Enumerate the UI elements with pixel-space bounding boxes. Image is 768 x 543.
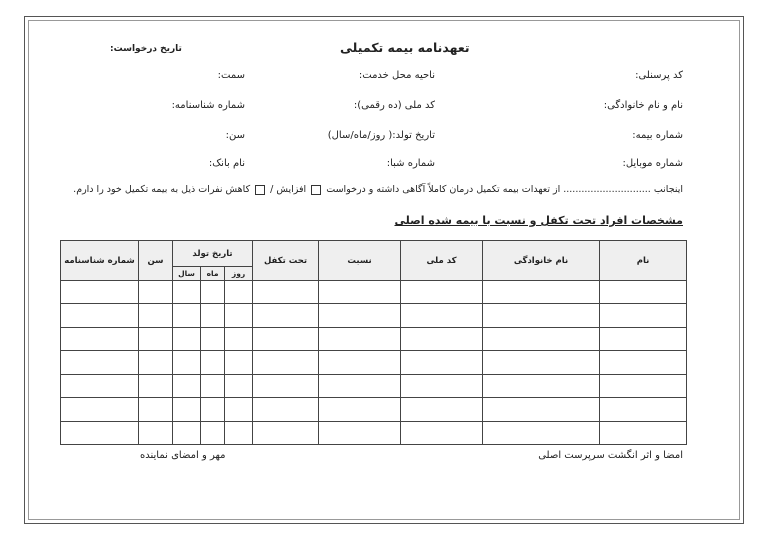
table-cell[interactable] xyxy=(225,351,253,374)
decrease-checkbox[interactable] xyxy=(255,185,265,195)
header-first-name: نام xyxy=(600,241,687,281)
table-cell[interactable] xyxy=(61,351,139,374)
table-cell[interactable] xyxy=(225,327,253,350)
table-cell[interactable] xyxy=(600,304,687,327)
table-cell[interactable] xyxy=(253,281,319,304)
table-cell[interactable] xyxy=(61,421,139,444)
birth-date-label: تاریخ تولد:( روز/ماه/سال) xyxy=(327,130,435,141)
request-date-label: تاریخ درخواست: xyxy=(110,44,182,54)
dependents-table xyxy=(60,240,687,445)
table-cell[interactable] xyxy=(139,351,173,374)
table-row xyxy=(61,304,687,327)
section-heading: مشخصات افراد تحت تکفل و نسبت با بیمه شده اصلی xyxy=(394,214,683,227)
decrease-option-label: کاهش نفرات ذیل به بیمه تکمیل خود را دارم. xyxy=(73,184,251,195)
table-cell[interactable] xyxy=(253,351,319,374)
table-body xyxy=(61,281,687,445)
position-label: سمت: xyxy=(217,70,245,81)
table-row xyxy=(61,398,687,421)
age-label: سن: xyxy=(225,130,245,141)
table-cell[interactable] xyxy=(201,351,225,374)
table-cell[interactable] xyxy=(173,398,201,421)
table-cell[interactable] xyxy=(173,421,201,444)
table-cell[interactable] xyxy=(139,281,173,304)
representative-signature-label: مهر و امضای نماینده xyxy=(140,450,226,461)
table-cell[interactable] xyxy=(225,398,253,421)
table-cell[interactable] xyxy=(173,374,201,397)
table-cell[interactable] xyxy=(483,351,600,374)
insurance-number-label: شماره بیمه: xyxy=(632,130,683,141)
table-cell[interactable] xyxy=(600,281,687,304)
table-cell[interactable] xyxy=(401,281,483,304)
header-dependent: تحت تکفل xyxy=(253,241,319,281)
table-cell[interactable] xyxy=(61,304,139,327)
table-cell[interactable] xyxy=(139,327,173,350)
table-cell[interactable] xyxy=(319,398,401,421)
table-cell[interactable] xyxy=(483,327,600,350)
table-cell[interactable] xyxy=(173,351,201,374)
table-cell[interactable] xyxy=(253,398,319,421)
table-cell[interactable] xyxy=(600,398,687,421)
table-cell[interactable] xyxy=(319,374,401,397)
table-cell[interactable] xyxy=(253,304,319,327)
table-cell[interactable] xyxy=(253,374,319,397)
header-national-code: کد ملی xyxy=(401,241,483,281)
table-cell[interactable] xyxy=(600,421,687,444)
header-day: روز xyxy=(225,267,253,281)
table-cell[interactable] xyxy=(483,421,600,444)
table-cell[interactable] xyxy=(401,351,483,374)
table-cell[interactable] xyxy=(600,374,687,397)
table-cell[interactable] xyxy=(319,421,401,444)
national-code-label: کد ملی (ده رقمی): xyxy=(353,100,435,111)
header-last-name: نام خانوادگی xyxy=(483,241,600,281)
header-id-number: شماره شناسنامه xyxy=(61,241,139,281)
table-cell[interactable] xyxy=(319,327,401,350)
table-cell[interactable] xyxy=(139,398,173,421)
increase-option-label: افزایش / xyxy=(270,184,307,195)
table-cell[interactable] xyxy=(139,421,173,444)
table-cell[interactable] xyxy=(201,374,225,397)
table-cell[interactable] xyxy=(139,374,173,397)
table-row xyxy=(61,281,687,304)
table-cell[interactable] xyxy=(319,351,401,374)
statement-text: اینجانب ............................. از تعهدات بیمه تکمیل درمان کاملاً آگاهی داشته و درخواست xyxy=(326,184,683,195)
table-cell[interactable] xyxy=(201,327,225,350)
table-cell[interactable] xyxy=(483,374,600,397)
table-cell[interactable] xyxy=(401,398,483,421)
table-row xyxy=(61,374,687,397)
table-row xyxy=(61,351,687,374)
table-cell[interactable] xyxy=(319,281,401,304)
header-age: سن xyxy=(139,241,173,281)
table-cell[interactable] xyxy=(225,281,253,304)
table-cell[interactable] xyxy=(201,398,225,421)
table-cell[interactable] xyxy=(483,304,600,327)
table-cell[interactable] xyxy=(225,421,253,444)
table-cell[interactable] xyxy=(173,304,201,327)
main-signature-label: امضا و اثر انگشت سرپرست اصلی xyxy=(538,450,683,461)
table-cell[interactable] xyxy=(201,281,225,304)
table-cell[interactable] xyxy=(483,398,600,421)
table-cell[interactable] xyxy=(483,281,600,304)
table-cell[interactable] xyxy=(401,327,483,350)
table-cell[interactable] xyxy=(61,281,139,304)
table-cell[interactable] xyxy=(225,374,253,397)
increase-checkbox[interactable] xyxy=(311,185,321,195)
table-cell[interactable] xyxy=(173,327,201,350)
bank-name-label: نام بانک: xyxy=(208,158,245,169)
table-cell[interactable] xyxy=(173,281,201,304)
table-cell[interactable] xyxy=(201,304,225,327)
table-cell[interactable] xyxy=(253,421,319,444)
service-area-label: ناحیه محل خدمت: xyxy=(358,70,435,81)
table-cell[interactable] xyxy=(61,327,139,350)
table-row xyxy=(61,421,687,444)
table-cell[interactable] xyxy=(319,304,401,327)
table-cell[interactable] xyxy=(61,374,139,397)
statement-line xyxy=(73,184,683,195)
header-birth-date: تاریخ تولد xyxy=(173,241,253,267)
id-number-label: شماره شناسنامه: xyxy=(171,100,245,111)
table-cell[interactable] xyxy=(139,304,173,327)
table-cell[interactable] xyxy=(600,327,687,350)
header-relation: نسبت xyxy=(319,241,401,281)
table-cell[interactable] xyxy=(401,421,483,444)
form-title: تعهدنامه بیمه تکمیلی xyxy=(340,40,470,55)
mobile-number-label: شماره موبایل: xyxy=(622,158,683,169)
sheba-number-label: شماره شبا: xyxy=(386,158,435,169)
header-month: ماه xyxy=(201,267,225,281)
table-cell[interactable] xyxy=(253,327,319,350)
table-cell[interactable] xyxy=(401,304,483,327)
table-cell[interactable] xyxy=(201,421,225,444)
table-cell[interactable] xyxy=(401,374,483,397)
table-row xyxy=(61,327,687,350)
personnel-code-label: کد پرسنلی: xyxy=(635,70,683,81)
table-cell[interactable] xyxy=(225,304,253,327)
table-cell[interactable] xyxy=(600,351,687,374)
full-name-label: نام و نام خانوادگی: xyxy=(603,100,683,111)
table-cell[interactable] xyxy=(61,398,139,421)
header-year: سال xyxy=(173,267,201,281)
